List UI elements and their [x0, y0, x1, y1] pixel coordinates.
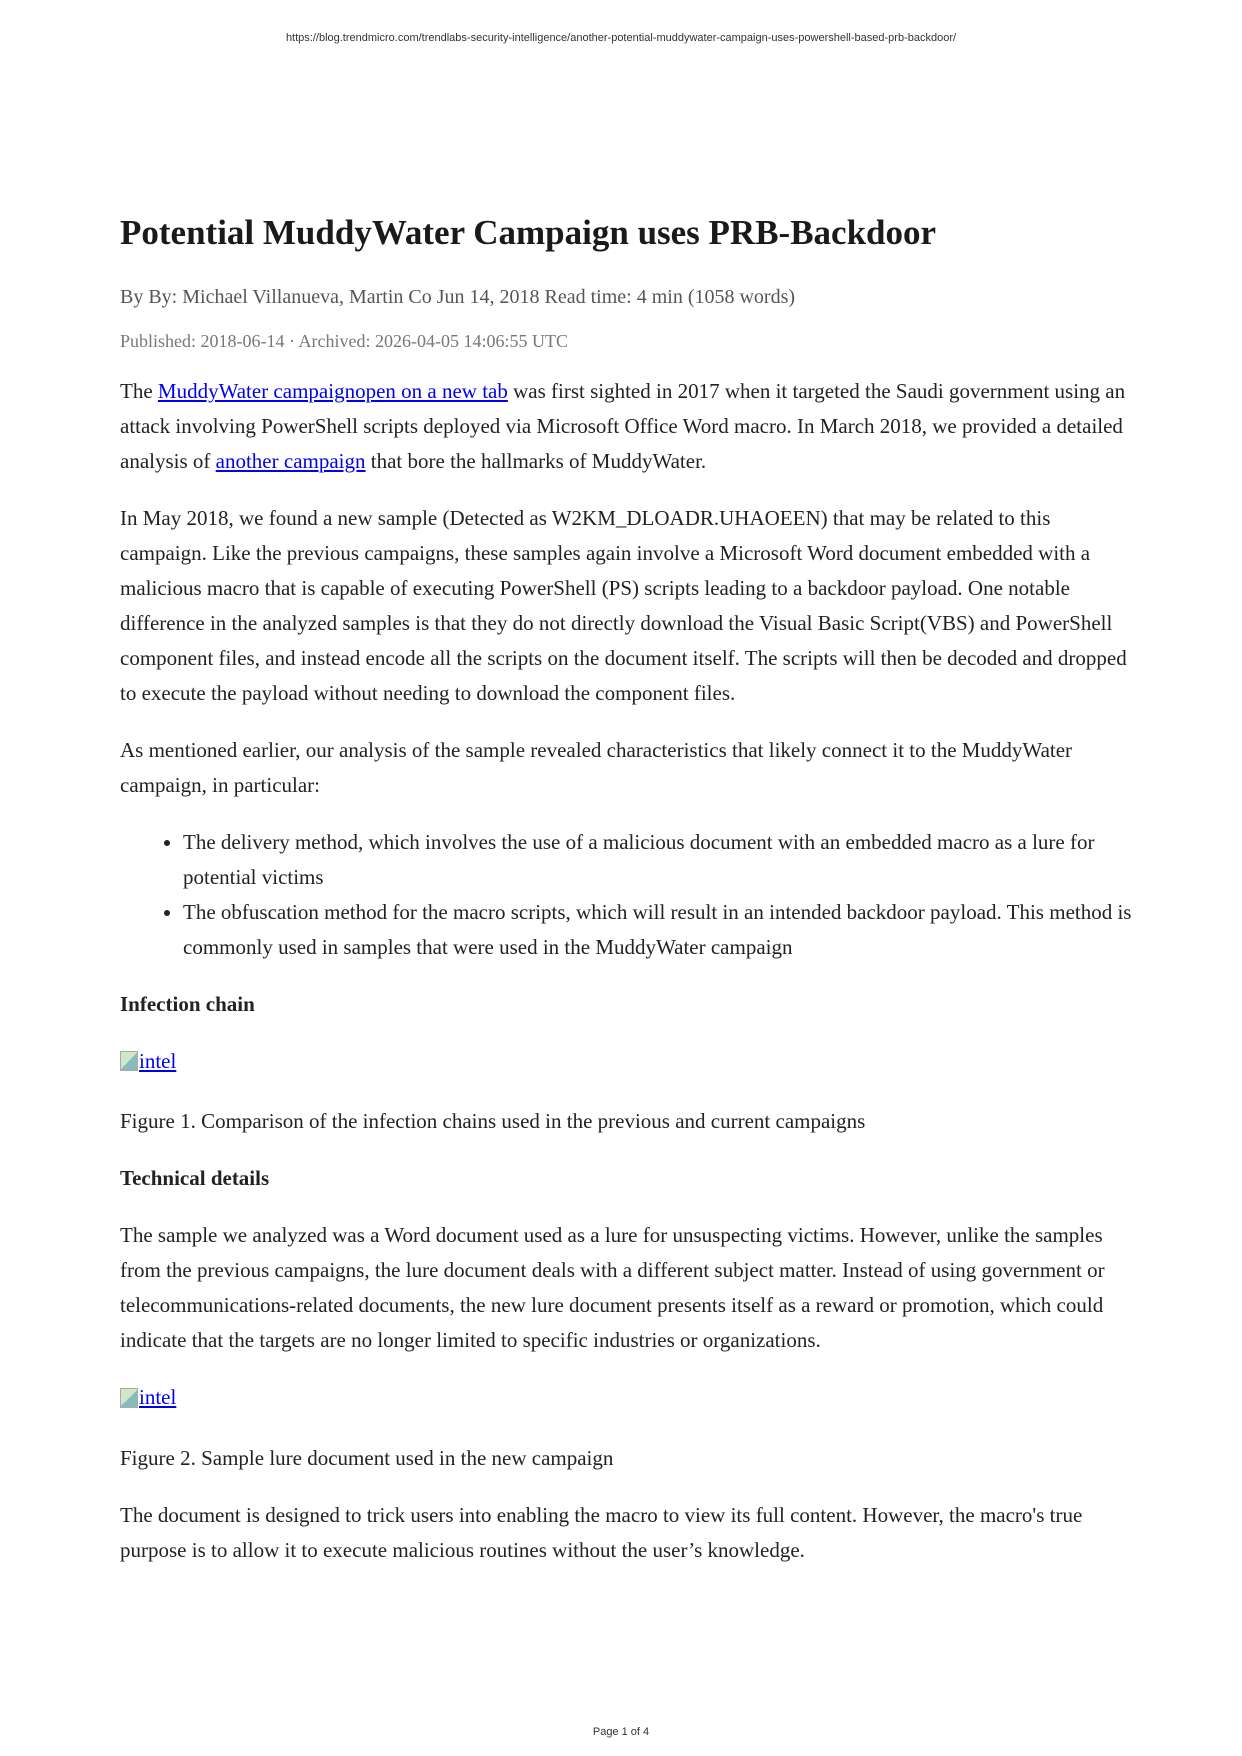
another-campaign-link[interactable]: another campaign: [215, 448, 366, 473]
text: was first sighted in 2017 when it targeted the Saudi government using an attack involving PowerShell scripts deployed via Microsoft Office Word macro. In March 2018, we provided a detailed analysis of: [120, 378, 1126, 473]
figure-1-image-link[interactable]: [120, 1044, 176, 1079]
broken-image-icon: [120, 1051, 138, 1071]
list-item: • The delivery method, which involves the use of a malicious document with an embedded macro as a lure for potential victims: [183, 825, 1135, 895]
figure-caption: Figure 2. Sample lure document used in the new campaign: [120, 1445, 614, 1470]
figure-caption: Figure 1. Comparison of the infection chains used in the previous and current campaigns: [120, 1109, 866, 1133]
image-alt-text: intel: [139, 1048, 177, 1073]
page-url: https://blog.trendmicro.com/trendlabs-security-intelligence/another-potential-muddywater-campaign-uses-powershell-based-prb-backdoor/: [285, 32, 957, 44]
figure-2-image-link[interactable]: [120, 1380, 176, 1415]
publish-info: Published: 2018-06-14 · Archived: 2026-04-05 14:06:55 UTC: [120, 330, 568, 351]
bullet-list: [120, 825, 1135, 965]
muddywater-campaign-link[interactable]: MuddyWater campaignopen on a new tab: [157, 378, 508, 403]
broken-image-icon: [120, 1388, 138, 1408]
text: that bore the hallmarks of MuddyWater.: [365, 448, 707, 473]
heading-infection-chain: Infection chain: [120, 991, 255, 1016]
paragraph: The sample we analyzed was a Word document used as a lure for unsuspecting victims. However, unlike the samples from the previous campaigns, the lure document deals with a different subject matter. Instead of using government or telecommunications-related documents, the new lure document presents itself as a reward or promotion, which could indicate that the targets are no longer limited to specific industries or organizations.: [120, 1223, 1105, 1352]
text: The: [120, 378, 158, 403]
page-number: Page 1 of 4: [592, 1726, 650, 1738]
heading-technical-details: Technical details: [120, 1166, 270, 1190]
byline: By By: Michael Villanueva, Martin Co Jun 14, 2018 Read time: 4 min (1058 words): [120, 285, 796, 308]
article: [120, 210, 1135, 1590]
paragraph: In May 2018, we found a new sample (Detected as W2KM_DLOADR.UHAOEEN) that may be related to this campaign. Like the previous campaigns, these samples again involve a Microsoft Word document embedded with a malicious macro that is capable of executing PowerShell (PS) scripts leading to a backdoor payload. One notable difference in the analyzed samples is that they do not directly download the Visual Basic Script(VBS) and PowerShell component files, and instead encode all the scripts on the document itself. The scripts will then be decoded and dropped to execute the payload without needing to download the component files.: [120, 505, 1127, 705]
article-title: Potential MuddyWater Campaign uses PRB-Backdoor: [120, 213, 937, 252]
list-item: • The obfuscation method for the macro scripts, which will result in an intended backdoor payload. This method is commonly used in samples that were used in the MuddyWater campaign: [183, 895, 1135, 965]
paragraph: The document is designed to trick users into enabling the macro to view its full content. However, the macro's true purpose is to allow it to execute malicious routines without the user’s knowledge.: [120, 1502, 1083, 1562]
image-alt-text: intel: [139, 1385, 177, 1409]
paragraph-intro: [120, 374, 1135, 479]
paragraph: As mentioned earlier, our analysis of the sample revealed characteristics that likely connect it to the MuddyWater campaign, in particular:: [120, 737, 1073, 797]
